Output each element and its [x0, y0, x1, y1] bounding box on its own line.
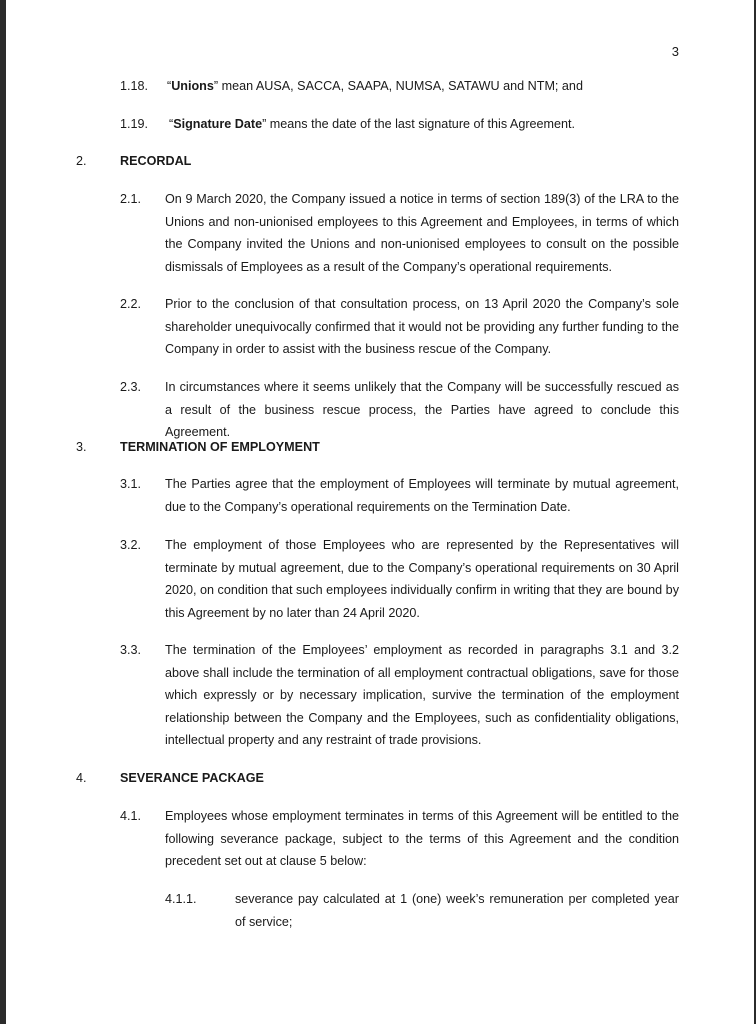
clause-number: 2.3. [120, 380, 142, 394]
clause-number: 4.1. [120, 809, 142, 823]
clause-4-1: Employees whose employment terminates in terms of this Agreement will be entitled to the following severance package, subject to the terms of this Agreement and the condition precedent set out at clause 5 below: [165, 809, 679, 869]
section-heading-severance: SEVERANCE PACKAGE [120, 771, 264, 785]
clause-number: 3.3. [120, 643, 142, 657]
section-number: 3. [76, 440, 87, 454]
document-page [6, 0, 754, 1024]
clause-number: 3.2. [120, 538, 142, 552]
subclause-number: 4.1.1. [165, 892, 197, 906]
page-number: 3 [671, 44, 679, 59]
clause-2-1: On 9 March 2020, the Company issued a notice in terms of section 189(3) of the LRA to the Unions and non-unionised employees to this Agreement and Employees, in terms of which the Company invited the Unions and non-unionised employees to consult on the possible dismissals of Employees as a result of the Company’s operational requirements. [165, 192, 679, 274]
defined-term: Unions [171, 79, 214, 93]
clause-number: 2.1. [120, 192, 142, 206]
definition-1-18: “Unions” mean AUSA, SACCA, SAAPA, NUMSA, SATAWU and NTM; and [167, 79, 583, 93]
section-heading-recordal: RECORDAL [120, 154, 192, 168]
clause-3-2: The employment of those Employees who are represented by the Representatives will terminate by mutual agreement, due to the Company’s operational requirements on 30 April 2020, on condition that such employees individually confirm in writing that they are bound by this Agreement by no later than 24 April 2020. [165, 538, 679, 620]
section-number: 4. [76, 771, 87, 785]
clause-number: 1.18. [120, 79, 149, 93]
clause-3-3: The termination of the Employees’ employment as recorded in paragraphs 3.1 and 3.2 above shall include the termination of all employment contractual obligations, save for those which expressly or by necessary implication, survive the termination of the employment relationship between the Company and the Employees, such as confidentiality obligations, intellectual property and any restraint of trade provisions. [165, 643, 679, 748]
clause-number: 1.19. [120, 117, 149, 131]
clause-4-1-1: severance pay calculated at 1 (one) week’s remuneration per completed year of service; [235, 892, 679, 929]
clause-2-3: In circumstances where it seems unlikely that the Company will be successfully rescued as a result of the business rescue process, the Parties have agreed to conclude this Agreement. [165, 380, 679, 440]
definition-1-19: “Signature Date” means the date of the last signature of this Agreement. [169, 117, 576, 131]
section-number: 2. [76, 154, 87, 168]
section-heading-termination: TERMINATION OF EMPLOYMENT [120, 440, 320, 454]
clause-3-1: The Parties agree that the employment of Employees will terminate by mutual agreement, due to the Company’s operational requirements on the Termination Date. [165, 477, 679, 514]
defined-term: Signature Date [173, 117, 263, 131]
clause-number: 3.1. [120, 477, 142, 491]
clause-2-2: Prior to the conclusion of that consultation process, on 13 April 2020 the Company’s sole shareholder unequivocally confirmed that it would not be providing any further funding to the Company in order to assist with the business rescue of the Company. [165, 297, 679, 357]
clause-number: 2.2. [120, 297, 142, 311]
